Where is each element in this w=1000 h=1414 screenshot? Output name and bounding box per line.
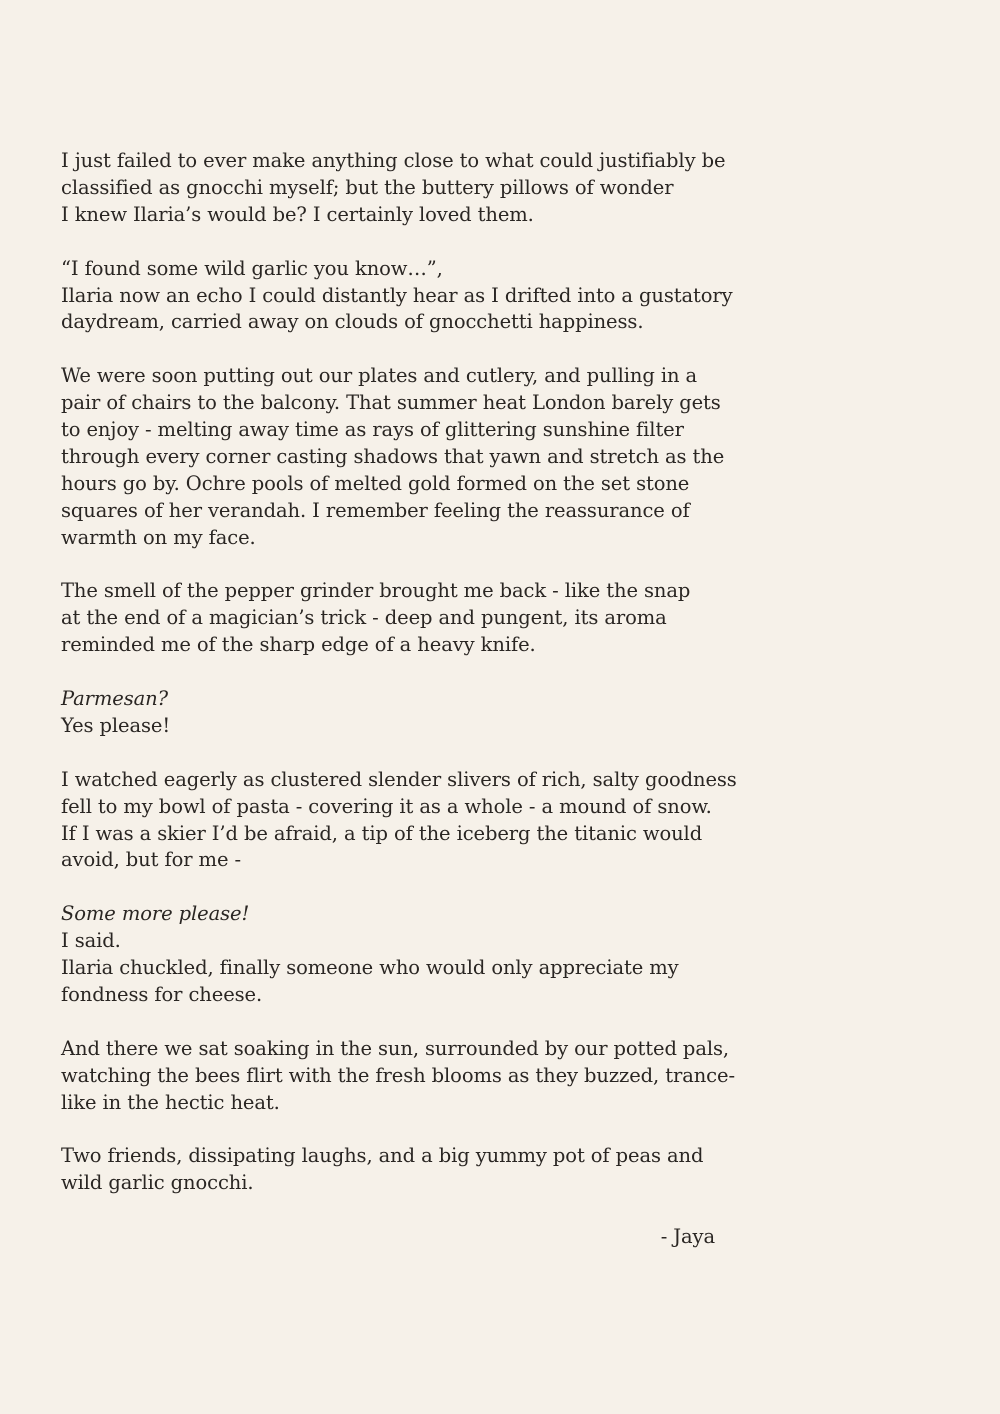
- text-line: watching the bees flirt with the fresh blooms as they buzzed, trance-: [61, 1063, 735, 1087]
- text-line: to enjoy - melting away time as rays of glittering sunshine filter: [61, 418, 684, 442]
- text-line: at the end of a magician’s trick - deep and pungent, its aroma: [61, 606, 667, 630]
- text-line: Ilaria chuckled, finally someone who would only appreciate my: [61, 956, 679, 980]
- paragraph-5: [61, 686, 721, 740]
- text-line: Two friends, dissipating laughs, and a big yummy pot of peas and: [61, 1144, 704, 1168]
- text-line: Ilaria now an echo I could distantly hear as I drifted into a gustatory: [61, 283, 733, 307]
- text-line: classified as gnocchi myself; but the buttery pillows of wonder: [61, 175, 674, 199]
- story-text: [61, 148, 737, 1251]
- paragraph-6: [61, 767, 737, 875]
- paragraph-7: [61, 901, 721, 1009]
- text-line: “I found some wild garlic you know…”,: [61, 256, 443, 280]
- text-line: Yes please!: [61, 713, 171, 737]
- text-line: And there we sat soaking in the sun, surrounded by our potted pals,: [61, 1036, 729, 1060]
- text-line: fell to my bowl of pasta - covering it as a whole - a mound of snow.: [61, 794, 712, 818]
- italic-question: Parmesan?: [61, 687, 168, 711]
- paragraph-1: [61, 148, 726, 229]
- text-line: squares of her verandah. I remember feeling the reassurance of: [61, 498, 690, 522]
- text-line: avoid, but for me -: [61, 848, 241, 872]
- text-line: through every corner casting shadows that yawn and stretch as the: [61, 444, 725, 468]
- paragraph-3: [61, 363, 725, 551]
- text-line: wild garlic gnocchi.: [61, 1171, 254, 1195]
- paragraph-4: [61, 578, 721, 659]
- text-line: We were soon putting out our plates and cutlery, and pulling in a: [61, 364, 698, 388]
- text-line: hours go by. Ochre pools of melted gold formed on the set stone: [61, 471, 690, 495]
- text-line: warmth on my face.: [61, 525, 256, 549]
- italic-exclamation: Some more please!: [61, 902, 250, 926]
- text-line: I knew Ilaria’s would be? I certainly loved them.: [61, 202, 534, 226]
- text-line: daydream, carried away on clouds of gnocchetti happiness.: [61, 310, 644, 334]
- paragraph-8: [61, 1036, 735, 1117]
- text-line: reminded me of the sharp edge of a heavy knife.: [61, 633, 536, 657]
- text-line: I said.: [61, 929, 121, 953]
- paragraph-9: [61, 1143, 721, 1197]
- text-line: pair of chairs to the balcony. That summer heat London barely gets: [61, 391, 721, 415]
- paragraph-2: [61, 256, 733, 337]
- text-line: The smell of the pepper grinder brought me back - like the snap: [61, 579, 691, 603]
- author-signature: - Jaya: [660, 1225, 715, 1249]
- text-line: fondness for cheese.: [61, 983, 263, 1006]
- text-line: If I was a skier I’d be afraid, a tip of the iceberg the titanic would: [61, 821, 703, 845]
- text-line: like in the hectic heat.: [61, 1090, 280, 1114]
- text-line: I watched eagerly as clustered slender slivers of rich, salty goodness: [61, 767, 737, 791]
- text-line: I just failed to ever make anything close to what could justifiably be: [61, 149, 726, 172]
